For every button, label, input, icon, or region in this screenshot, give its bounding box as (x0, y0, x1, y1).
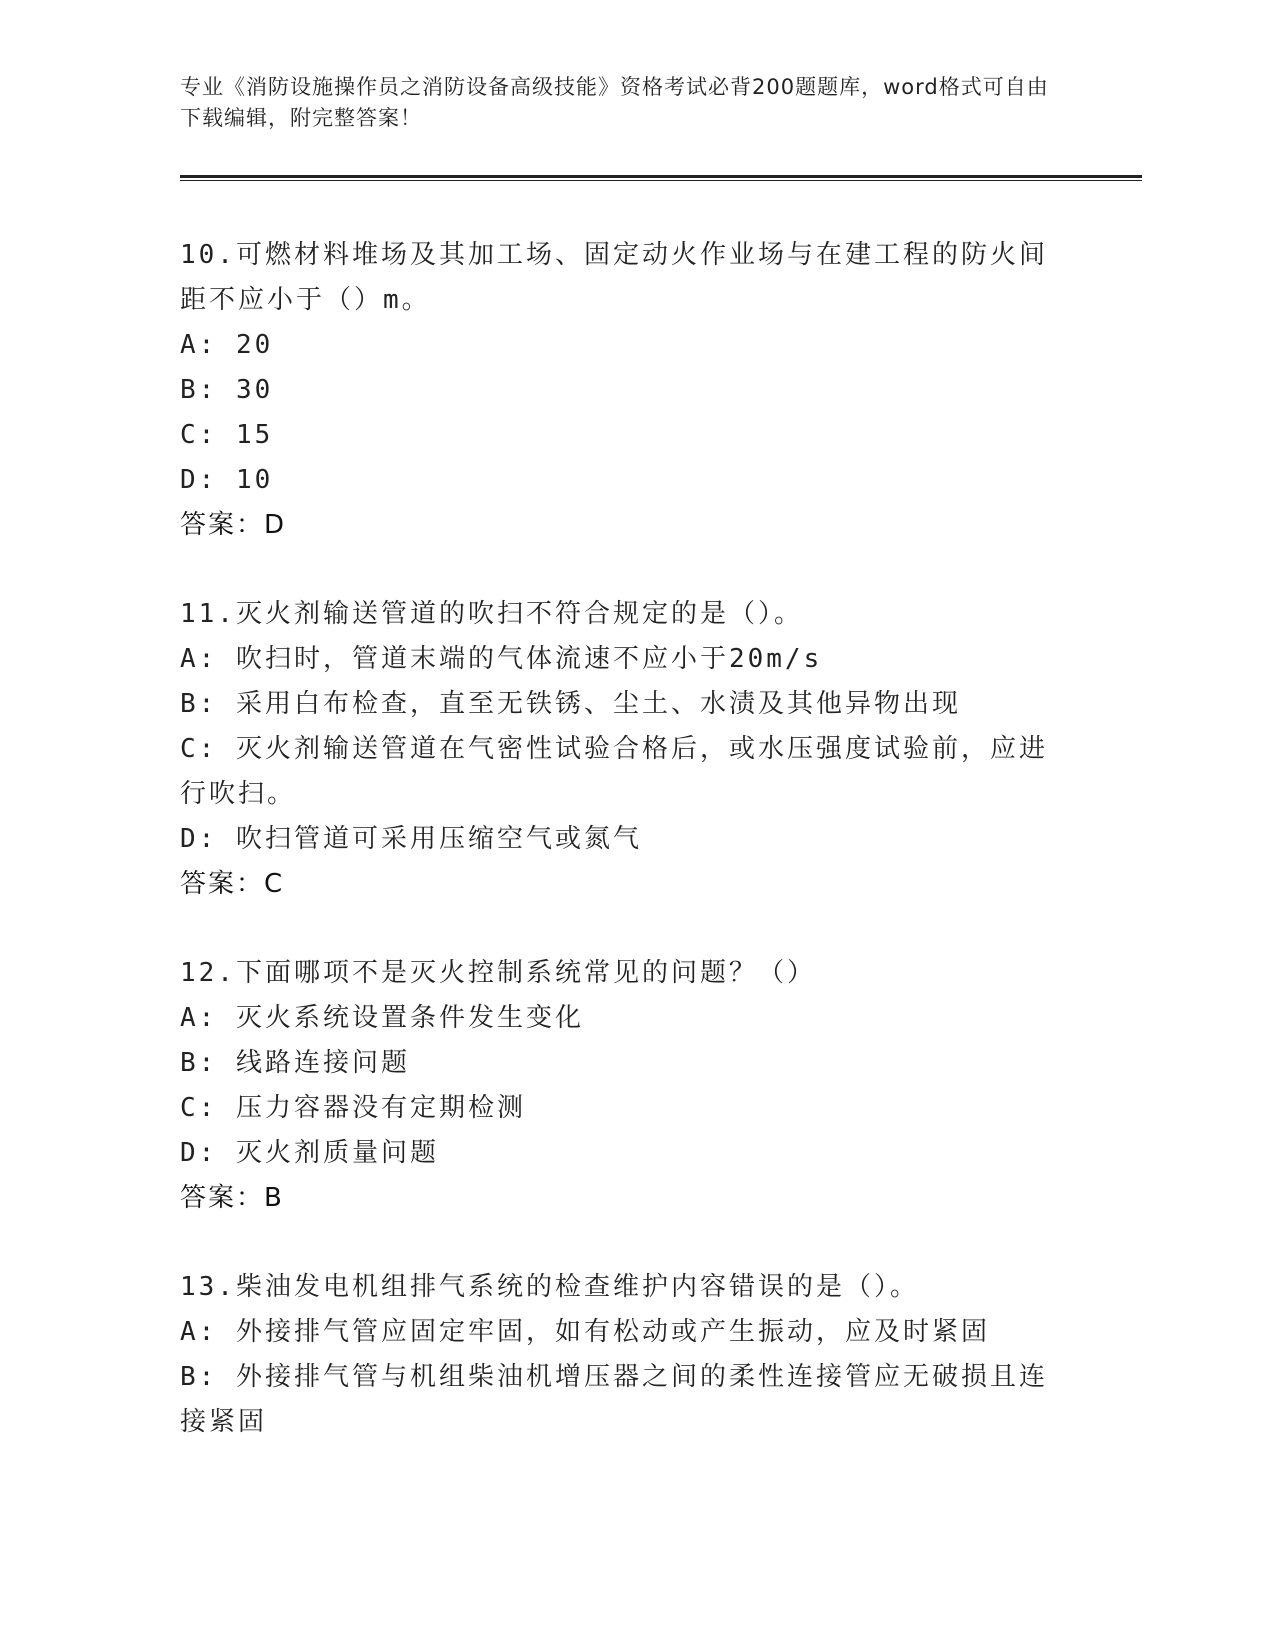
header-rule-thick (180, 175, 1142, 178)
option-b: B: 外接排气管与机组柴油机增压器之间的柔性连接管应无破损且连接紧固 (180, 1362, 1048, 1437)
option-d: D: 吹扫管道可采用压缩空气或氮气 (180, 824, 642, 854)
question-stem: 12.下面哪项不是灭火控制系统常见的问题？（） (180, 958, 816, 988)
option-d: D: 灭火剂质量问题 (180, 1138, 439, 1168)
option-a: A: 外接排气管应固定牢固，如有松动或产生振动，应及时紧固 (180, 1317, 990, 1347)
option-a: A: 吹扫时，管道末端的气体流速不应小于20m/s (180, 644, 823, 674)
option-c: C: 压力容器没有定期检测 (180, 1093, 526, 1123)
answer-label: 答案：C (180, 869, 285, 899)
option-c: C: 灭火剂输送管道在气密性试验合格后，或水压强度试验前，应进行吹扫。 (180, 734, 1048, 809)
question-12 (180, 951, 1060, 1221)
document-header: 专业《消防设施操作员之消防设备高级技能》资格考试必背200题题库，word格式可自由下载编辑，附完整答案！ (180, 75, 1049, 130)
question-13 (180, 1265, 1060, 1445)
question-stem: 13.柴油发电机组排气系统的检查维护内容错误的是（）。 (180, 1272, 919, 1302)
question-list (180, 233, 1060, 1489)
question-11 (180, 592, 1060, 907)
question-stem: 11.灭火剂输送管道的吹扫不符合规定的是（）。 (180, 599, 803, 629)
option-a: A: 灭火系统设置条件发生变化 (180, 1003, 584, 1033)
option-a: A: 20 (180, 330, 274, 360)
option-b: B: 采用白布检查，直至无铁锈、尘土、水渍及其他异物出现 (180, 689, 961, 719)
answer-label: 答案：D (180, 510, 287, 540)
question-10 (180, 233, 1060, 548)
option-b: B: 线路连接问题 (180, 1048, 410, 1078)
option-b: B: 30 (180, 375, 274, 405)
header-rule-thin (180, 180, 1142, 181)
option-c: C: 15 (180, 420, 274, 450)
question-stem: 10.可燃材料堆场及其加工场、固定动火作业场与在建工程的防火间距不应小于（）m。 (180, 240, 1048, 315)
option-d: D: 10 (180, 465, 274, 495)
answer-label: 答案：B (180, 1183, 284, 1213)
